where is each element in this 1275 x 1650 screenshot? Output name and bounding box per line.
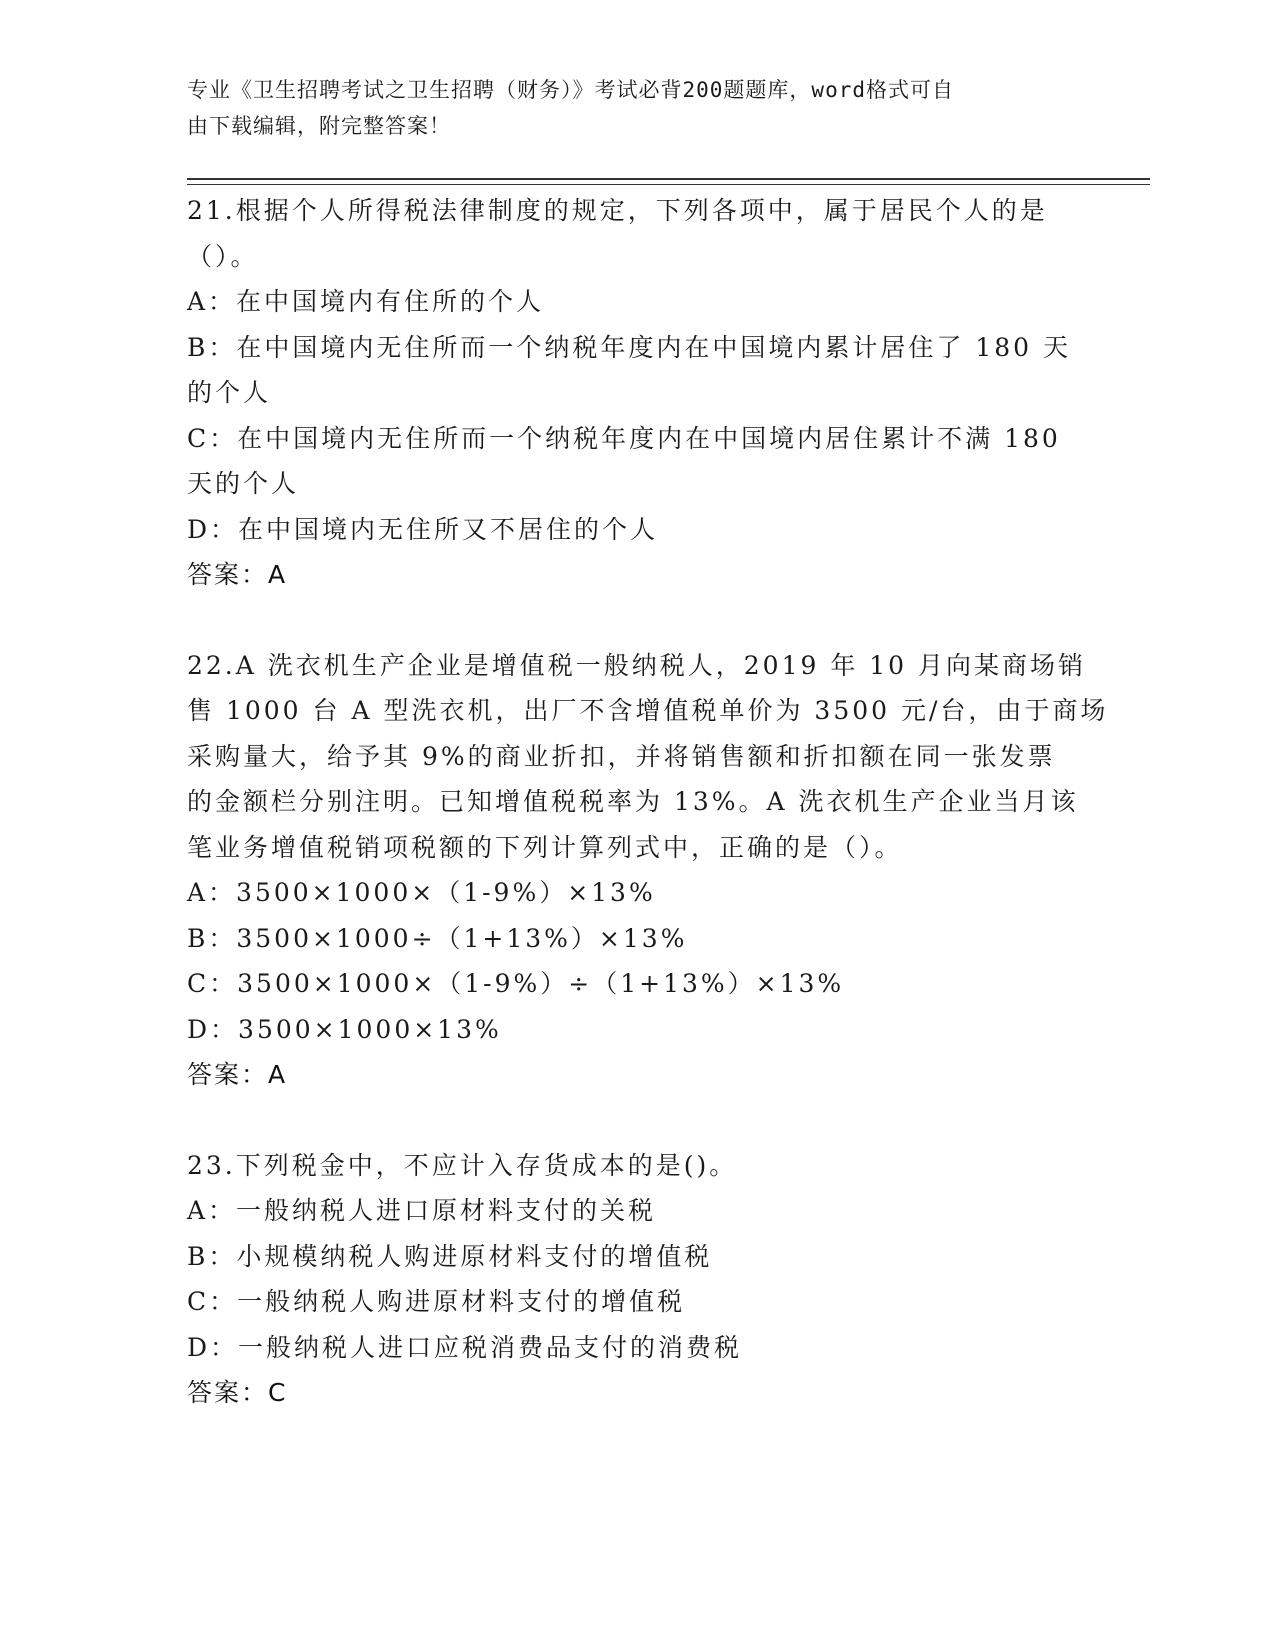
option-a: A：3500×1000×（1-9%）×13% — [187, 878, 656, 907]
option-c-continued: 天的个人 — [187, 469, 300, 498]
question-stem-line: 22.A 洗衣机生产企业是增值税一般纳税人，2019 年 10 月向某商场销 — [187, 650, 1087, 680]
header-divider-thick — [187, 178, 1150, 180]
option-b-continued: 的个人 — [187, 378, 272, 407]
option-a: A：在中国境内有住所的个人 — [187, 287, 545, 316]
option-d: D：3500×1000×13% — [187, 1014, 502, 1044]
question-stem-line: 采购量大，给予其 9%的商业折扣，并将销售额和折扣额在同一张发票 — [187, 741, 1056, 771]
header-line-2: 由下载编辑，附完整答案！ — [187, 114, 451, 138]
question-list — [187, 188, 1109, 1416]
option-d: D：一般纳税人进口应税消费品支付的消费税 — [187, 1332, 743, 1362]
question-stem-line: 23.下列税金中，不应计入存货成本的是()。 — [187, 1150, 738, 1180]
question-stem-line: 21.根据个人所得税法律制度的规定，下列各项中，属于居民个人的是 — [187, 196, 1048, 225]
question-stem-line: 笔业务增值税销项税额的下列计算列式中，正确的是（）。 — [187, 832, 903, 862]
option-b: B：3500×1000÷（1+13%）×13% — [187, 923, 688, 953]
question-spacer — [187, 1098, 1087, 1143]
option-a: A：一般纳税人进口原材料支付的关税 — [187, 1196, 657, 1225]
option-b: B：在中国境内无住所而一个纳税年度内在中国境内累计居住了 180 天 — [187, 332, 1071, 362]
question-stem-line: 售 1000 台 A 型洗衣机，出厂不含增值税单价为 3500 元/台，由于商场 — [187, 696, 1109, 725]
header-divider-thin — [187, 184, 1150, 185]
header-line-1: 专业《卫生招聘考试之卫生招聘（财务）》考试必背200题题库，word格式可自 — [187, 78, 954, 102]
document-header — [187, 72, 1067, 144]
question-23 — [187, 1143, 1087, 1416]
answer-label: 答案：A — [187, 1060, 288, 1089]
answer-label: 答案：A — [187, 560, 288, 589]
question-21 — [187, 188, 1087, 598]
question-22 — [187, 643, 1109, 1098]
question-stem-line: 的金额栏分别注明。已知增值税税率为 13%。A 洗衣机生产企业当月该 — [187, 787, 1079, 816]
answer-label: 答案：C — [187, 1378, 288, 1407]
option-d: D：在中国境内无住所又不居住的个人 — [187, 514, 659, 544]
option-c: C：在中国境内无住所而一个纳税年度内在中国境内居住累计不满 180 — [187, 423, 1061, 453]
option-c: C：3500×1000×（1-9%）÷（1+13%）×13% — [187, 969, 845, 998]
question-spacer — [187, 598, 1087, 643]
option-b: B：小规模纳税人购进原材料支付的增值税 — [187, 1241, 713, 1271]
question-stem-line: （）。 — [187, 241, 259, 271]
option-c: C：一般纳税人购进原材料支付的增值税 — [187, 1287, 686, 1316]
